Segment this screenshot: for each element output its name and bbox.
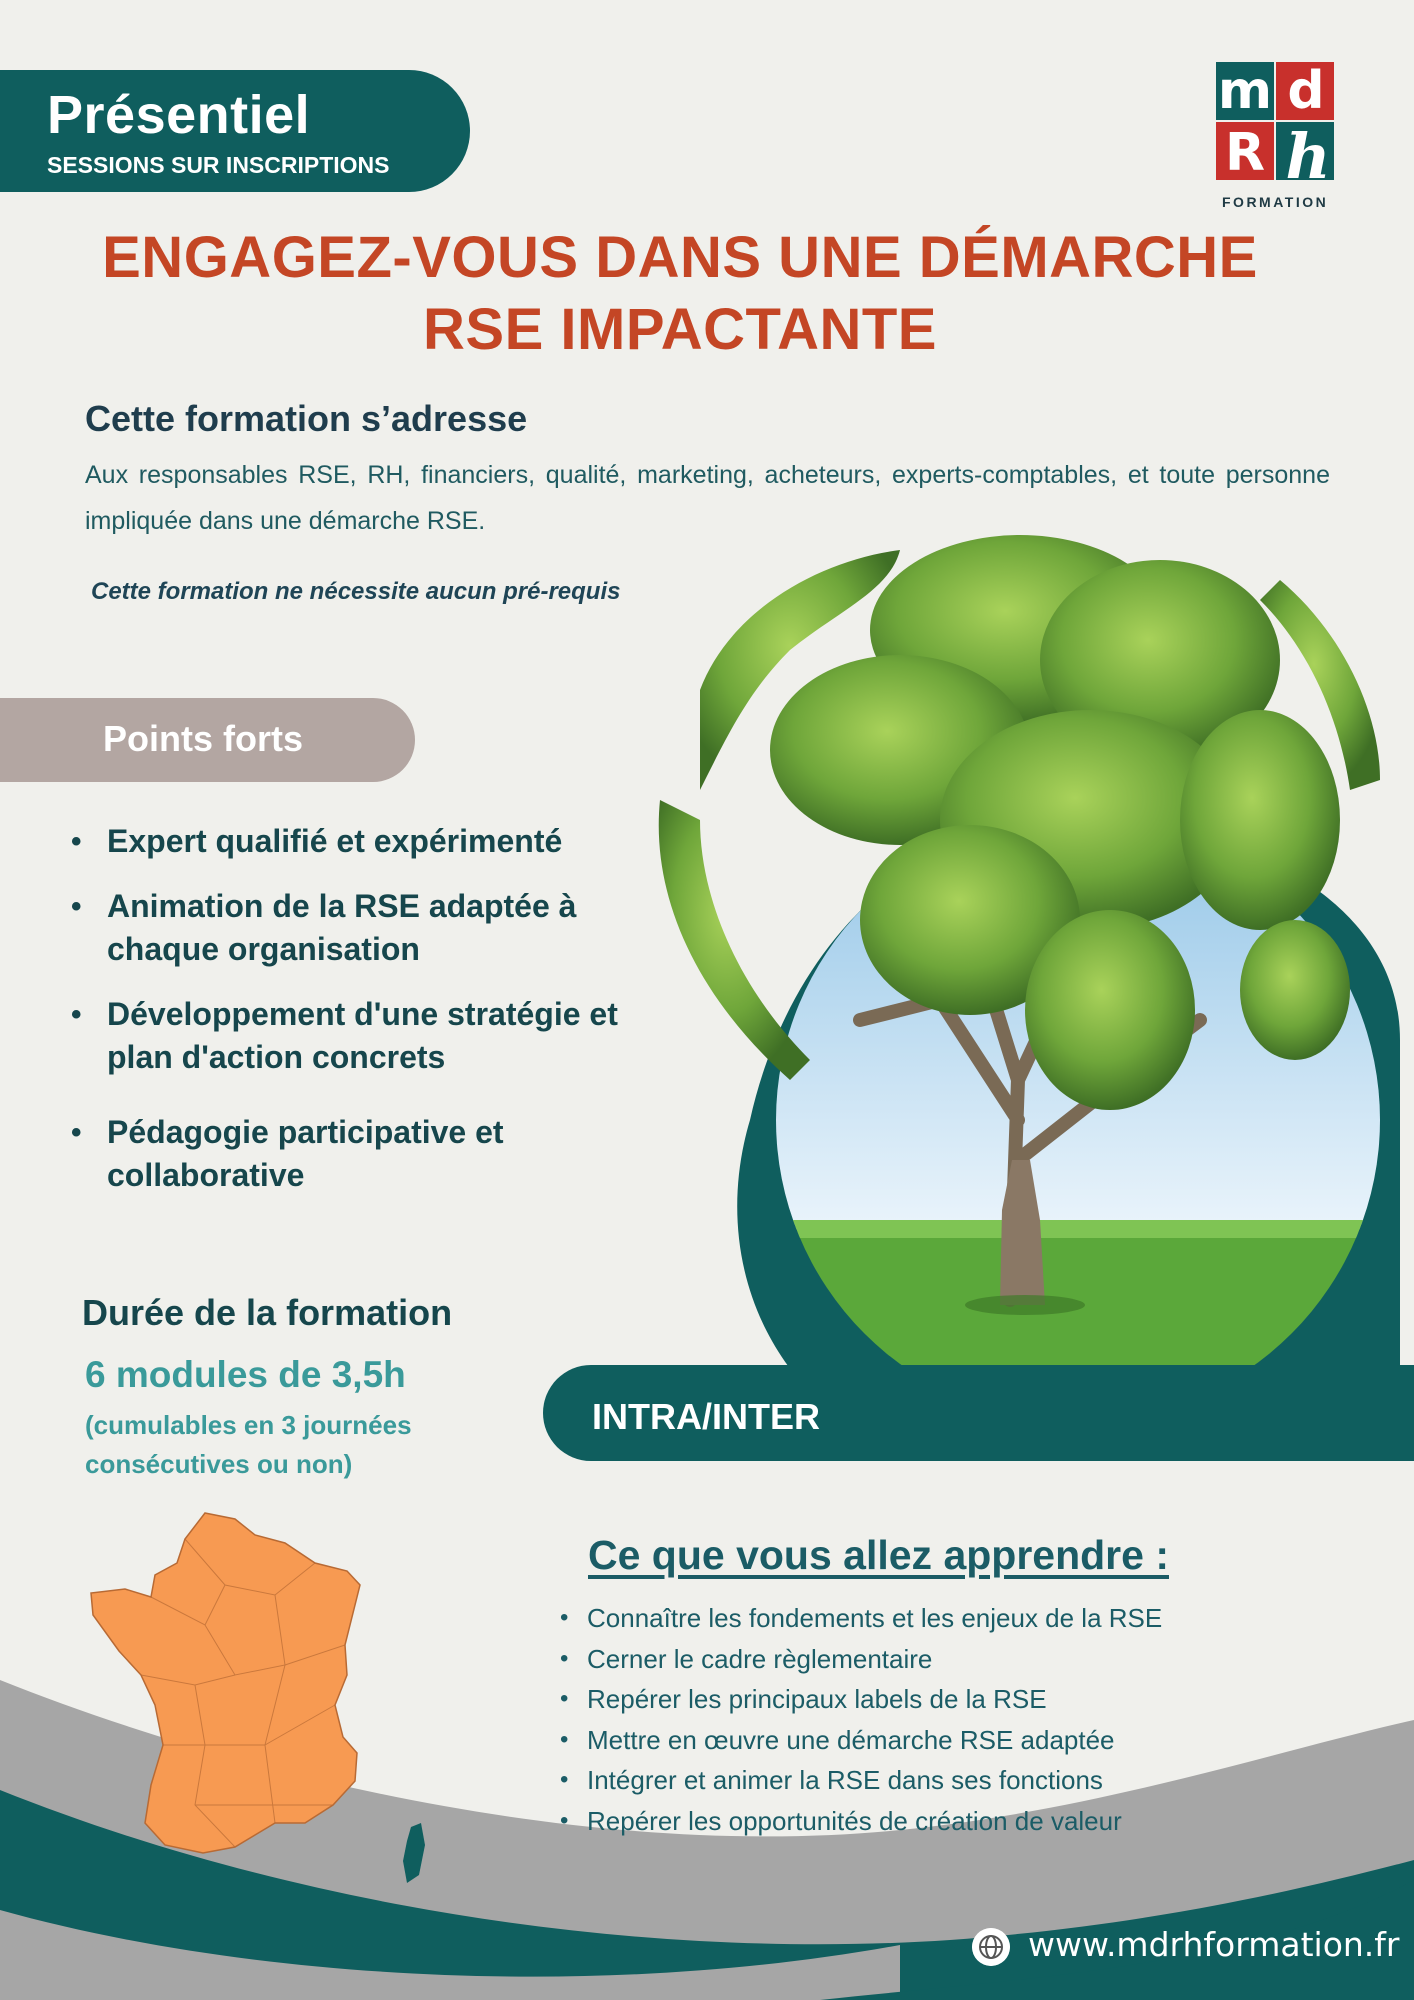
format-subtitle: SESSIONS SUR INSCRIPTIONS [47, 152, 390, 178]
logo-letter-r: R [1224, 123, 1266, 183]
logo-letter-m: m [1217, 61, 1273, 121]
page-title-line-2: RSE IMPACTANTE [423, 297, 937, 362]
logo-letter-d: d [1287, 61, 1325, 121]
website-url[interactable]: www.mdrhformation.fr [1028, 1925, 1400, 1964]
audience-heading: Cette formation s’adresse [85, 398, 528, 439]
format-badge [0, 70, 470, 192]
france-map [85, 1505, 440, 1895]
globe-icon [972, 1928, 1010, 1966]
strength-item: • Pédagogie participative et collaborative [67, 1111, 667, 1197]
strengths-heading: Points forts [103, 718, 304, 759]
strength-item: • Expert qualifié et expérimenté [67, 820, 667, 863]
strengths-list [67, 820, 667, 1197]
duration-note: (cumulables en 3 journées consécutives ou non) [85, 1410, 412, 1479]
learn-item: • Connaître les fondements et les enjeux de la RSE [560, 1598, 1320, 1639]
intra-inter-label: INTRA/INTER [592, 1396, 820, 1437]
page-title-line-1: ENGAGEZ-VOUS DANS UNE DÉMARCHE [102, 225, 1258, 290]
learn-heading: Ce que vous allez apprendre : [588, 1532, 1169, 1578]
learn-item: • Repérer les principaux labels de la RSE [560, 1679, 1320, 1720]
format-title: Présentiel [47, 85, 311, 145]
prerequisite-note: Cette formation ne nécessite aucun pré-requis [91, 578, 621, 605]
page-title [40, 222, 1320, 366]
learn-list [560, 1598, 1320, 1841]
logo-caption: FORMATION [1222, 194, 1329, 210]
duration-value: 6 modules de 3,5h [85, 1354, 406, 1395]
learn-item: • Intégrer et animer la RSE dans ses fonctions [560, 1760, 1320, 1801]
strength-item: • Animation de la RSE adaptée à chaque organisation [67, 885, 667, 971]
audience-text: Aux responsables RSE, RH, financiers, qualité, marketing, acheteurs, experts-comptables, et toute personne impliquée dans une démarche RSE. [85, 461, 1330, 535]
strength-item: • Développement d'une stratégie et plan d'action concrets [67, 993, 667, 1079]
website-link[interactable] [972, 1920, 1400, 1970]
learn-item: • Repérer les opportunités de création de valeur [560, 1801, 1320, 1842]
learn-item: • Cerner le cadre règlementaire [560, 1639, 1320, 1680]
learn-item: • Mettre en œuvre une démarche RSE adaptée [560, 1720, 1320, 1761]
tree-globe-illustration [640, 520, 1400, 1420]
duration-heading: Durée de la formation [82, 1292, 453, 1333]
mdrh-logo [1210, 56, 1345, 216]
logo-letter-h: h [1285, 120, 1331, 193]
